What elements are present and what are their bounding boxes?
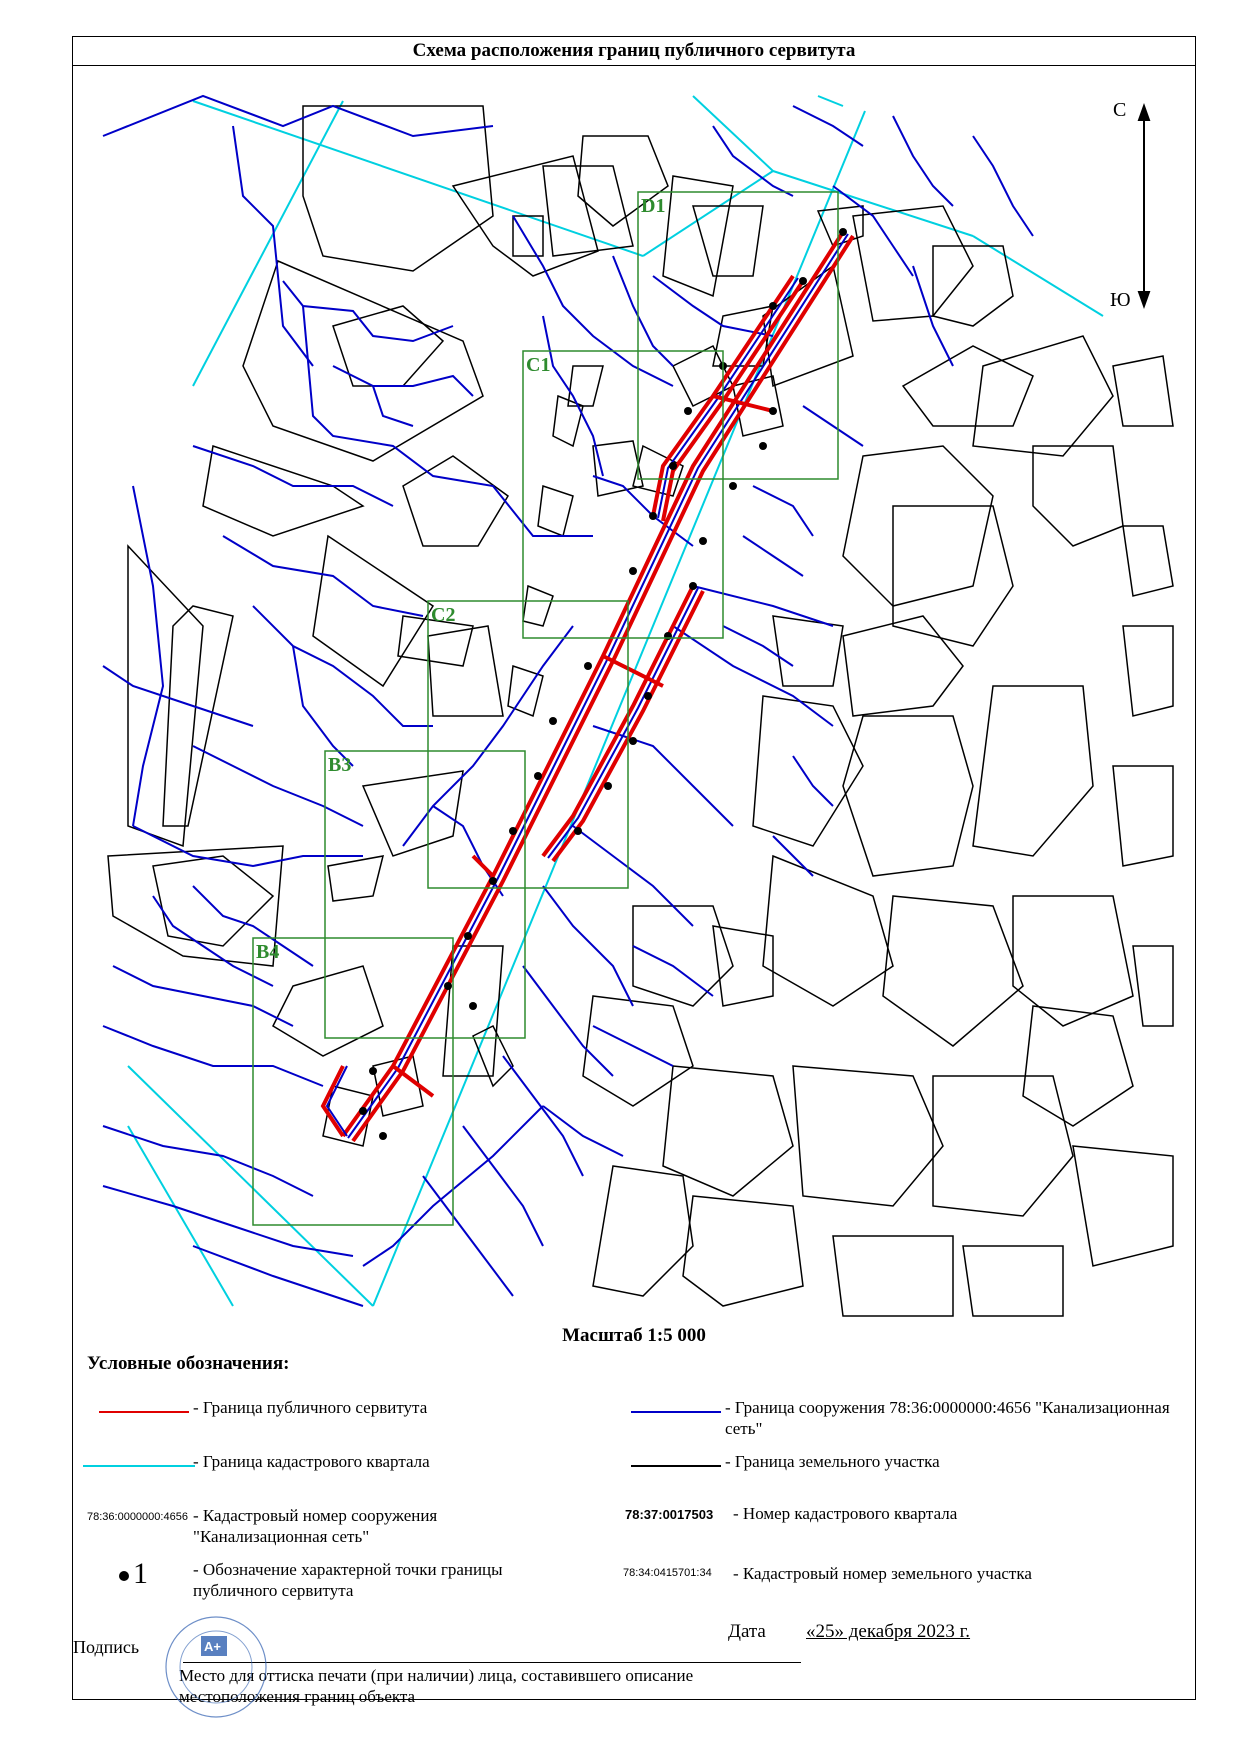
sewer-network	[103, 96, 1033, 1306]
signature-line	[183, 1662, 801, 1663]
point-number: 1	[133, 1557, 148, 1590]
legend-text-parcel: - Граница земельного участка	[725, 1452, 940, 1471]
legend-sample-point	[119, 1559, 148, 1589]
legend-text-quarter-number: - Номер кадастрового квартала	[733, 1504, 958, 1523]
legend-swatch-structure	[631, 1411, 721, 1413]
compass-north-label: С	[1113, 99, 1127, 121]
legend-text-point: - Обозначение характерной точки границы публичного сервитута	[193, 1560, 503, 1600]
legend-swatch-quarter	[83, 1465, 195, 1467]
signature-label: Подпись	[73, 1637, 140, 1657]
page-title: Схема расположения границ публичного сервитута	[73, 37, 1195, 66]
sheet-label-c1: C1	[526, 354, 551, 376]
sheet-label-d1: D1	[641, 195, 666, 217]
north-arrow	[1139, 106, 1149, 306]
legend-text-parcel-number: - Кадастровый номер земельного участка	[733, 1564, 1032, 1583]
legend-text-structure-number: - Кадастровый номер сооружения "Канализационная сеть"	[193, 1506, 438, 1546]
land-parcel-boundaries	[108, 106, 1173, 1316]
stamp-emblem: A+	[204, 1639, 221, 1654]
sheet-label-b3: B3	[328, 754, 352, 776]
map-scale: Масштаб 1:5 000	[562, 1325, 706, 1346]
legend-swatch-servitude	[99, 1411, 189, 1413]
cadastral-quarter-boundaries	[128, 96, 1103, 1306]
sheet-label-c2: C2	[431, 604, 456, 626]
legend-text-quarter: - Граница кадастрового квартала	[193, 1452, 430, 1471]
point-dot-icon	[119, 1571, 129, 1581]
seal-stamp	[161, 1612, 271, 1722]
servitude-map	[73, 66, 1194, 1324]
sheet-frame-d1	[638, 192, 838, 479]
date-label: Дата	[728, 1621, 766, 1642]
sheet-label-b4: B4	[256, 941, 280, 963]
legend-text-structure: - Граница сооружения 78:36:0000000:4656 "Канализационная сеть"	[725, 1398, 1170, 1438]
legend-text-servitude: - Граница публичного сервитута	[193, 1398, 428, 1417]
legend-swatch-parcel	[631, 1465, 721, 1467]
document-sheet	[72, 36, 1196, 1706]
stamp-note: Место для оттиска печати (при наличии) лица, составившего описание местоположения границ объекта	[179, 1666, 694, 1706]
legend-sample-quarter-number: 78:37:0017503	[625, 1507, 714, 1522]
legend-sample-parcel-number: 78:34:0415701:34	[623, 1567, 712, 1579]
date-value: «25» декабря 2023 г.	[806, 1621, 971, 1642]
legend-sample-structure-number: 78:36:0000000:4656	[87, 1511, 188, 1523]
compass-south-label: Ю	[1110, 289, 1131, 311]
legend-title: Условные обозначения:	[87, 1353, 290, 1374]
